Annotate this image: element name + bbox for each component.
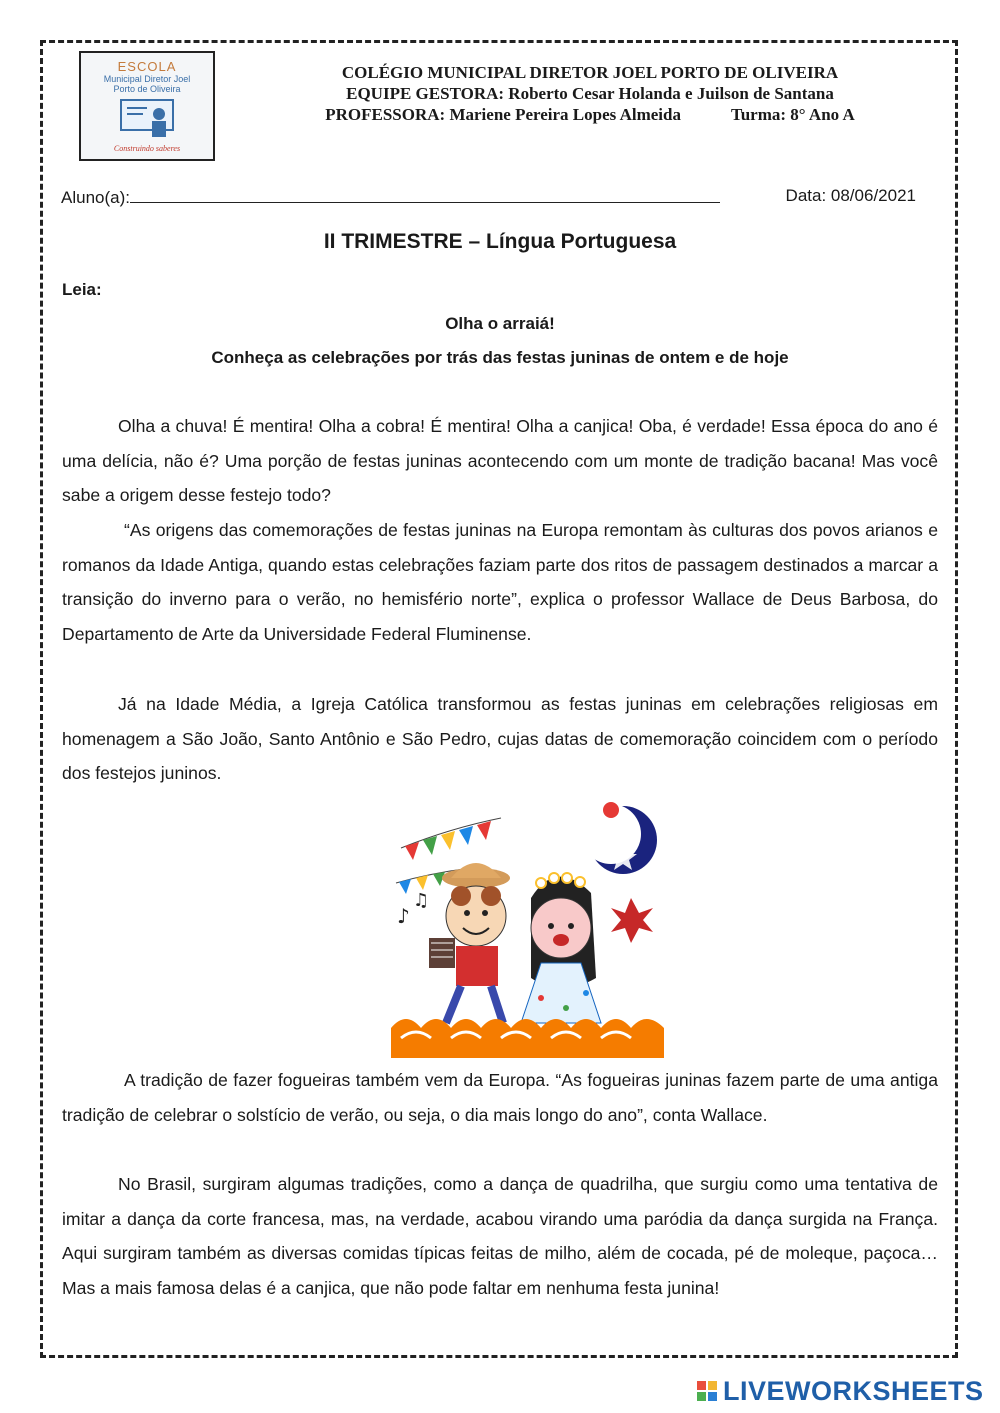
article-paragraph: Já na Idade Média, a Igreja Católica transformou as festas juninas em celebrações religiosas em homenagem a São João, Santo Antônio e São Pedro, cujas datas de comemoração coincidem com o período dos festejos juninos.	[62, 694, 938, 783]
student-name-field[interactable]	[130, 186, 720, 203]
boy-dancer-icon	[429, 863, 510, 1023]
article-subheadline: Conheça as celebrações por trás das festas juninas de ontem e de hoje	[211, 348, 789, 367]
brand-name: LIVEWORKSHEETS	[723, 1375, 984, 1406]
school-header	[240, 62, 940, 125]
article-paragraph: Olha a chuva! É mentira! Olha a cobra! É mentira! Olha a canjica! Oba, é verdade! Essa época do ano é uma delícia, não é? Uma porção de festas juninas acontecendo com um monte de tradição bacana! Mas você sabe a origem desse festejo todo?	[62, 416, 938, 505]
article-headline: Olha o arraiá!	[445, 314, 555, 333]
logo-line: Municipal Diretor Joel	[103, 74, 191, 84]
page-title: II TRIMESTRE – Língua Portuguesa	[323, 230, 677, 253]
class-label: Turma: 8° Ano A	[730, 105, 855, 124]
liveworksheets-logo-icon	[697, 1381, 717, 1401]
logo-motto: Construindo saberes	[113, 144, 181, 153]
logo-square	[697, 1392, 706, 1401]
school-logo	[79, 51, 215, 161]
teacher-name: PROFESSORA: Mariene Pereira Lopes Almeida	[325, 105, 681, 124]
student-label: Aluno(a):	[61, 188, 130, 207]
festa-junina-illustration	[391, 798, 664, 1058]
student-row	[61, 186, 916, 208]
logo-line: Porto de Oliveira	[113, 84, 181, 94]
management-team: EQUIPE GESTORA: Roberto Cesar Holanda e Juilson de Santana	[346, 84, 834, 103]
svg-text:♫: ♫	[413, 890, 430, 911]
liveworksheets-brand[interactable]	[697, 1376, 984, 1406]
instruction-label: Leia:	[62, 280, 102, 299]
article-paragraph: No Brasil, surgiram algumas tradições, como a dança de quadrilha, que surgiu como uma tentativa de imitar a dança da corte francesa, mas, na verdade, acabou virando uma paródia da dança surgida na França. Aqui surgiram também as diversas comidas típicas feitas de milho, além de cocada, pé de moleque, paçoca… Mas a mais famosa delas é a canjica, que não pode faltar em nenhuma festa junina!	[62, 1174, 938, 1298]
girl-dancer-icon	[521, 873, 601, 1023]
school-name: COLÉGIO MUNICIPAL DIRETOR JOEL PORTO DE OLIVEIRA	[341, 63, 839, 82]
logo-square	[708, 1381, 717, 1390]
logo-square	[697, 1381, 706, 1390]
logo-square	[708, 1392, 717, 1401]
firework-icon	[611, 898, 653, 943]
svg-text:♪: ♪	[397, 904, 410, 928]
article-paragraph: “As origens das comemorações de festas juninas na Europa remontam às culturas dos povos arianos e romanos da Idade Antiga, quando estas celebrações faziam parte dos ritos de passagem destinados a marcar a transição do inverno para o verão, no hemisfério norte”, explica o professor Wallace de Deus Barbosa, do Departamento de Arte da Universidade Federal Fluminense.	[62, 520, 938, 644]
music-note-icon	[397, 890, 429, 928]
article-paragraph: A tradição de fazer fogueiras também vem da Europa. “As fogueiras juninas fazem parte de uma antiga tradição de celebrar o solstício de verão, ou seja, o dia mais longo do ano”, conta Wallace.	[62, 1070, 938, 1125]
date-label: Data: 08/06/2021	[785, 186, 916, 205]
logo-title: ESCOLA	[117, 59, 177, 74]
moon-icon	[581, 802, 657, 874]
bonfire-flames-icon	[391, 1019, 664, 1058]
teacher-board-icon	[117, 96, 177, 142]
